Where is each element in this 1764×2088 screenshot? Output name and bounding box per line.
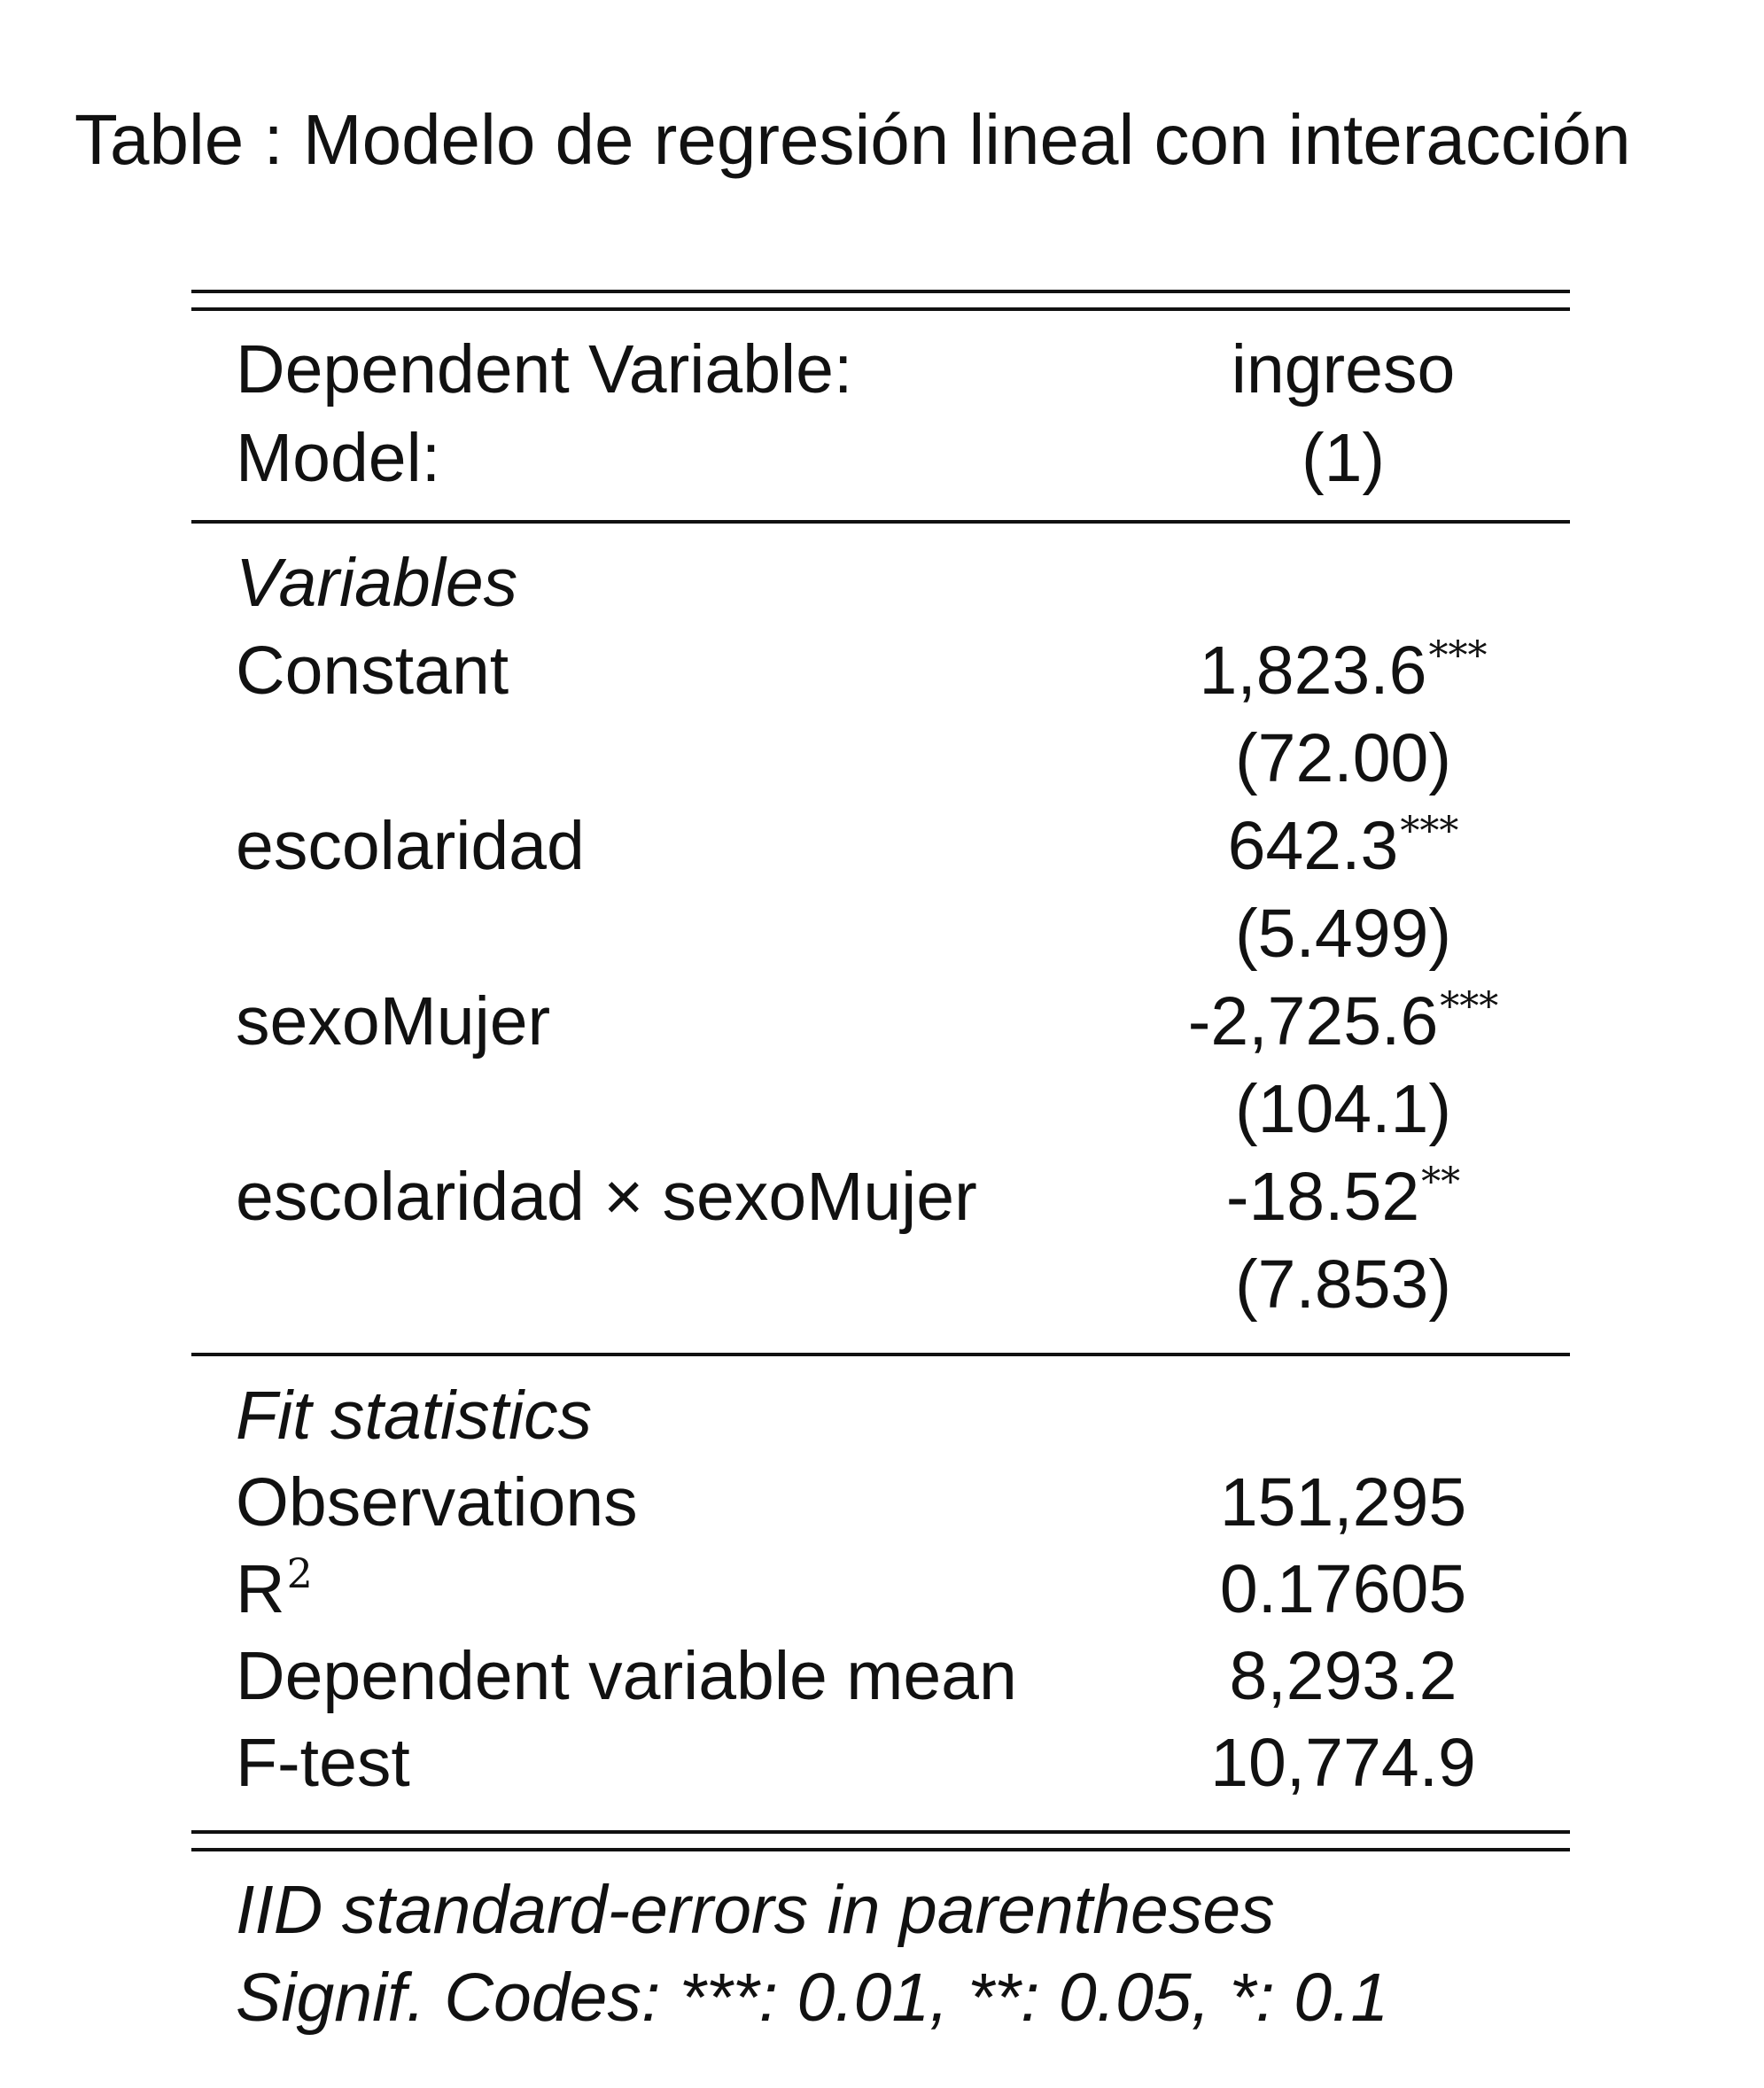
fit-section-row (0, 1371, 1764, 1460)
variable-name: sexoMujer (236, 983, 551, 1060)
table-row (0, 626, 1764, 715)
top-rule-1 (191, 290, 1570, 293)
statistic-name: Observations (236, 1464, 638, 1541)
statistic-value: 8,293.2 (1229, 1638, 1457, 1714)
table-row (0, 1719, 1764, 1807)
header-rule (191, 520, 1570, 524)
note-row (0, 1866, 1764, 1954)
table-row (0, 889, 1764, 978)
table-row (0, 1065, 1764, 1153)
table-caption: Table : Modelo de regresión lineal con interacción (74, 100, 1631, 179)
table-row (0, 1632, 1764, 1720)
table-row (0, 1153, 1764, 1241)
standard-error-value: (7.853) (1235, 1246, 1451, 1323)
significance-stars: ** (1421, 1160, 1461, 1205)
standard-error-value: (104.1) (1235, 1071, 1451, 1147)
table-row (0, 1458, 1764, 1547)
significance-stars: *** (1400, 809, 1459, 854)
standard-error-value: (5.499) (1235, 896, 1451, 972)
variables-section-row (0, 539, 1764, 627)
coefficient-value: -18.52** (1225, 1159, 1461, 1235)
header-row-dependent (0, 325, 1764, 414)
statistic-name: Dependent variable mean (236, 1638, 1017, 1714)
model-value: (1) (1301, 420, 1386, 496)
table-row (0, 802, 1764, 890)
bottom-rule-2 (191, 1848, 1570, 1851)
standard-error-value: (72.00) (1235, 720, 1451, 796)
superscript: 2 (286, 1549, 313, 1597)
note-standard-errors: IID standard-errors in parentheses (236, 1872, 1275, 1948)
bottom-rule-1 (191, 1830, 1570, 1834)
variable-name: escolaridad × sexoMujer (236, 1159, 977, 1235)
statistic-value: 0.17605 (1219, 1551, 1467, 1627)
model-label: Model: (236, 420, 441, 496)
statistic-name: $R^2$ (236, 1549, 313, 1627)
dependent-variable-value: ingreso (1231, 331, 1456, 408)
coefficient-value: 642.3*** (1227, 808, 1459, 884)
significance-stars: *** (1428, 633, 1488, 679)
coefficient-value: 1,823.6*** (1199, 633, 1488, 709)
top-rule-2 (191, 307, 1570, 311)
note-row (0, 1953, 1764, 2042)
table-row (0, 977, 1764, 1066)
table-row (0, 1545, 1764, 1634)
fit-section-label: Fit statistics (236, 1378, 593, 1454)
table-row (0, 1240, 1764, 1329)
dependent-variable-label: Dependent Variable: (236, 331, 853, 408)
note-significance-codes: Signif. Codes: ***: 0.01, **: 0.05, *: 0.1 (236, 1960, 1389, 2036)
statistic-name: F-test (236, 1725, 410, 1801)
table-row (0, 714, 1764, 803)
variables-rule (191, 1353, 1570, 1356)
variable-name: Constant (236, 633, 509, 709)
variables-section-label: Variables (236, 545, 518, 621)
statistic-value: 151,295 (1219, 1464, 1467, 1541)
header-row-model (0, 414, 1764, 502)
coefficient-value: -2,725.6*** (1187, 983, 1499, 1060)
statistic-value: 10,774.9 (1210, 1725, 1476, 1801)
variable-name: escolaridad (236, 808, 585, 884)
significance-stars: *** (1440, 984, 1499, 1029)
